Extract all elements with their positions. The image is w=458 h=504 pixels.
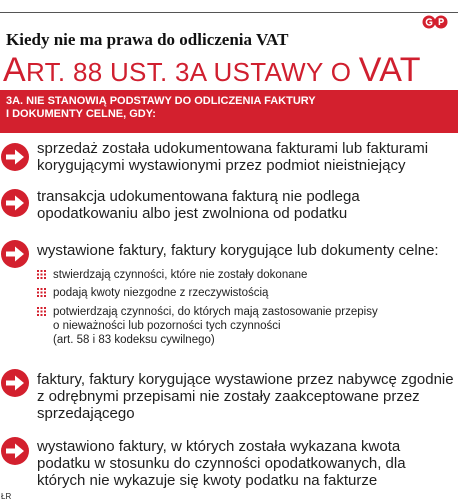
- item-line: z odrębnymi przepisami nie zostały zaakceptowane przez: [37, 388, 420, 405]
- item-line: sprzedaż została udokumentowana fakturami lub fakturami: [37, 140, 429, 157]
- grid-bullet-icon: [37, 307, 46, 316]
- sub-item-line: stwierdzają czynności, które nie zostały dokonane: [53, 269, 308, 281]
- item-line: sprzedającego: [37, 405, 135, 422]
- item-line: korygującymi wystawionymi przez podmiot nieistniejący: [37, 157, 406, 174]
- arrow-right-icon: [0, 142, 30, 172]
- item-line: faktury, faktury korygujące wystawione przez nabywcę zgodnie: [37, 371, 454, 388]
- sub-item-line: (art. 58 i 83 kodeksu cywilnego): [53, 334, 215, 346]
- page-subtitle: [3, 52, 421, 90]
- item-line: których nie wykazuje się kwoty podatku na fakturze: [37, 472, 378, 489]
- subtitle-vat: VAT: [358, 51, 421, 89]
- arrow-right-icon: [0, 188, 30, 218]
- section-header: [0, 90, 458, 133]
- arrow-right-icon: [0, 368, 30, 398]
- arrow-right-icon: [0, 436, 30, 466]
- sub-item-line: o nieważności lub pozorności tych czynności: [53, 320, 281, 332]
- gp-logo-icon: [422, 15, 448, 29]
- item-line: wystawione faktury, faktury korygujące lub dokumenty celne:: [37, 242, 439, 259]
- section-header-line: I DOKUMENTY CELNE, GDY:: [6, 108, 156, 120]
- grid-bullet-icon: [37, 270, 46, 279]
- subtitle-initial: A: [3, 51, 26, 89]
- sub-item-line: podają kwoty niezgodne z rzeczywistością: [53, 287, 269, 299]
- page-title: Kiedy nie ma prawa do odliczenia VAT: [6, 30, 289, 49]
- item-line: opodatkowaniu albo jest zwolniona od podatku: [37, 205, 348, 222]
- item-line: podatku w stosunku do czynności opodatkowanych, dla: [37, 455, 406, 472]
- arrow-right-icon: [0, 239, 30, 269]
- grid-bullet-icon: [37, 288, 46, 297]
- item-line: wystawiono faktury, w których została wykazana kwota: [37, 438, 401, 455]
- subtitle-smallcaps: RT. 88 UST. 3A USTAWY O: [25, 57, 359, 87]
- item-line: transakcja udokumentowana fakturą nie podlega: [37, 188, 360, 205]
- sub-item-line: potwierdzają czynności, do których mają zastosowanie przepisy: [53, 306, 378, 318]
- author-credit: ŁR: [1, 492, 12, 501]
- section-header-line: 3A. NIE STANOWIĄ PODSTAWY DO ODLICZENIA FAKTURY: [6, 95, 316, 107]
- top-rule: [0, 12, 458, 13]
